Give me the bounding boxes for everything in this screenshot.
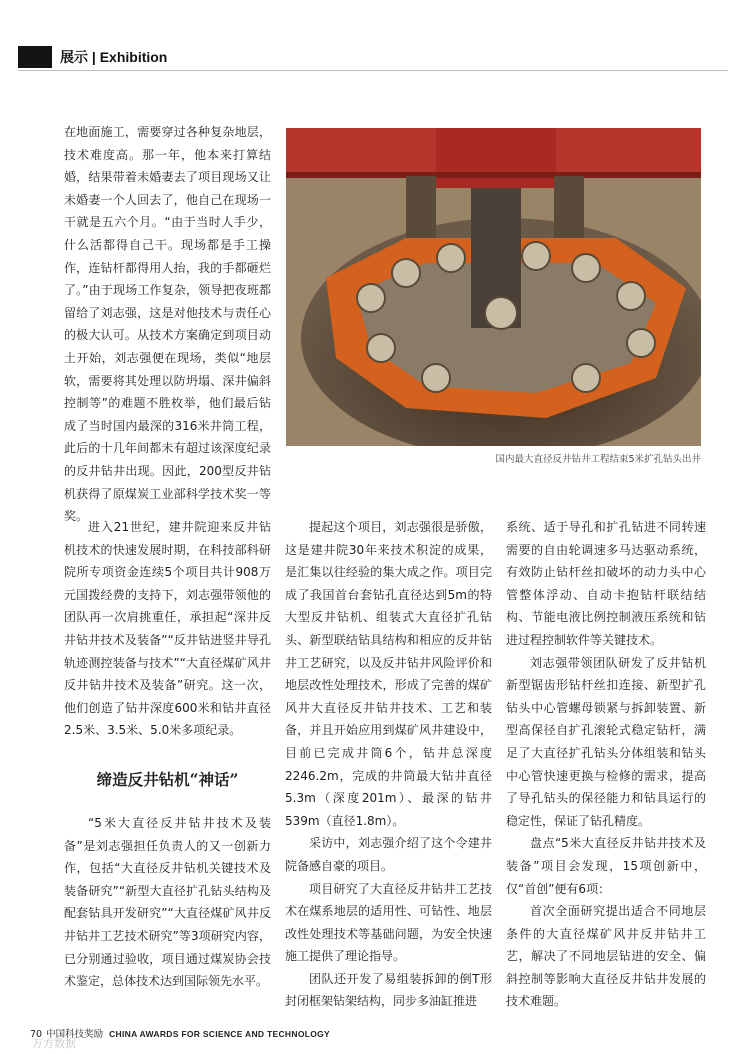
paragraph: “5米大直径反井钻井技术及装备”是刘志强担任负责人的又一创新力作，包括“大直径反井钻机关键技术及装备研究”“新型大直径扩孔钻头结构及配套钻具开发研究”“大直径煤矿风井反井钻井工艺技术研究”等3项研究内容，已分别通过验收，项目通过煤炭协会技术鉴定，总体技术达到国际领先水平。 xyxy=(64,815,271,989)
page-number: 70 xyxy=(30,1029,43,1040)
drill-bit-illustration xyxy=(286,128,701,446)
paragraph: 刘志强带领团队研发了反井钻机新型锯齿形钻杆丝扣连接、新型扩孔钻头中心管螺母锁紧与拆卸装置、新型高保径自扩孔滚轮式稳定钻杆，满足了大直径扩孔钻头分体组装和钻头中心管快速更换与检修的需求，提高了导孔钻头的保径能力和钻具运行的稳定性，保证了钻孔精度。 xyxy=(506,655,706,828)
magazine-name-cn: 中国科技奖励 xyxy=(46,1029,104,1040)
column-1-bottom xyxy=(64,516,271,993)
column-2 xyxy=(285,516,492,1013)
paragraph: 采访中，刘志强介绍了这个令建井院备感自豪的项目。 xyxy=(285,836,492,873)
column-3 xyxy=(506,516,706,1013)
paragraph: 系统、适于导孔和扩孔钻进不同转速需要的自由轮调速多马达驱动系统，有效防止钻杆丝扣破坏的动力头中心管整体浮动、自动卡抱钻杆联结结构、节能电液比例控制液压系统和钻进过程控制软件等关键技术。 xyxy=(506,520,706,647)
drill-bit-photo xyxy=(286,128,701,446)
paragraph: 盘点“5米大直径反井钻井技术及装备”项目会发现，15项创新中，仅“首创”便有6项： xyxy=(506,836,706,896)
section-marker-block xyxy=(18,46,52,68)
paragraph: 首次全面研究提出适合不同地层条件的大直径煤矿风井反井钻井工艺，解决了不同地层钻进的安全、偏斜控制等影响大直径反井钻井发展的技术难题。 xyxy=(506,904,706,1009)
photo-caption: 国内最大直径反井钻井工程结束5米扩孔钻头出井 xyxy=(495,454,701,465)
paragraph: 团队还开发了易组装拆卸的倒T形封闭框架钻架结构，同步多油缸推进 xyxy=(285,971,492,1009)
section-label: 展示 | Exhibition xyxy=(60,49,168,65)
watermark: 万方数据 xyxy=(32,1037,76,1050)
section-heading: 缔造反井钻机“神话” xyxy=(96,769,239,789)
paragraph: 项目研究了大直径反井钻井工艺技术在煤系地层的适用性、可钻性、地层改性处理技术等基础问题，为安全快速施工提供了理论指导。 xyxy=(285,881,492,964)
magazine-name-en: CHINA AWARDS FOR SCIENCE AND TECHNOLOGY xyxy=(109,1029,331,1039)
column-1-top xyxy=(64,121,271,528)
paragraph: 进入21世纪，建井院迎来反井钻机技术的快速发展时期，在科技部科研院所专项资金连续5个项目共计908万元国拨经费的支持下，刘志强带领他的团队再一次肩挑重任，承担起“深井反井钻井技术及装备”“反井钻进竖井导孔轨迹测控装备与技术”“大直径煤矿风井反井钻井技术及装备”研究。这一次，他们创造了钻井深度600米和钻井直径2.5米、3.5米、5.0米多项纪录。 xyxy=(64,520,271,738)
header-divider xyxy=(18,70,728,71)
paragraph: 在地面施工，需要穿过各种复杂地层，技术难度高。那一年，他本来打算结婚，结果带着未婚妻去了项目现场又让未婚妻一个人回去了，他自己在现场一干就是五六个月。“由于当时人手少，什么活都得自己干。现场都是手工操作，连钻杆都得用人抬，我的手都砸烂了。”由于现场工作复杂，领导把夜班都留给了刘志强，这是对他技术与责任心的极大认可。从技术方案确定到项目动土开始，刘志强便在现场，类似“地层软，需要将其处理以防坍塌、深井偏斜控制等”的难题不胜枚举，他们最后钻成了当时国内最深的316米井筒工程，此后的十几年间都未有超过该深度纪录的反井钻井出现。因此，200型反井钻机获得了原煤炭工业部科学技术奖一等奖。 xyxy=(64,125,271,524)
paragraph: 提起这个项目，刘志强很是骄傲，这是建井院30年来技术积淀的成果，是汇集以往经验的集大成之作。项目完成了我国首台套钻孔直径达到5m的特大型反井钻机、组装式大直径扩孔钻头、新型联结钻具结构和相应的反井钻井工艺研究，以及反井钻井风险评价和地层改性处理技术，形成了完善的煤矿风井大直径反井钻井技术、工艺和装备，并且开始应用到煤矿风井建设中，目前已完成井筒6个，钻井总深度2246.2m，完成的井筒最大钻井直径5.3m（深度201m）、最深的钻井539m（直径1.8m）。 xyxy=(285,520,492,828)
